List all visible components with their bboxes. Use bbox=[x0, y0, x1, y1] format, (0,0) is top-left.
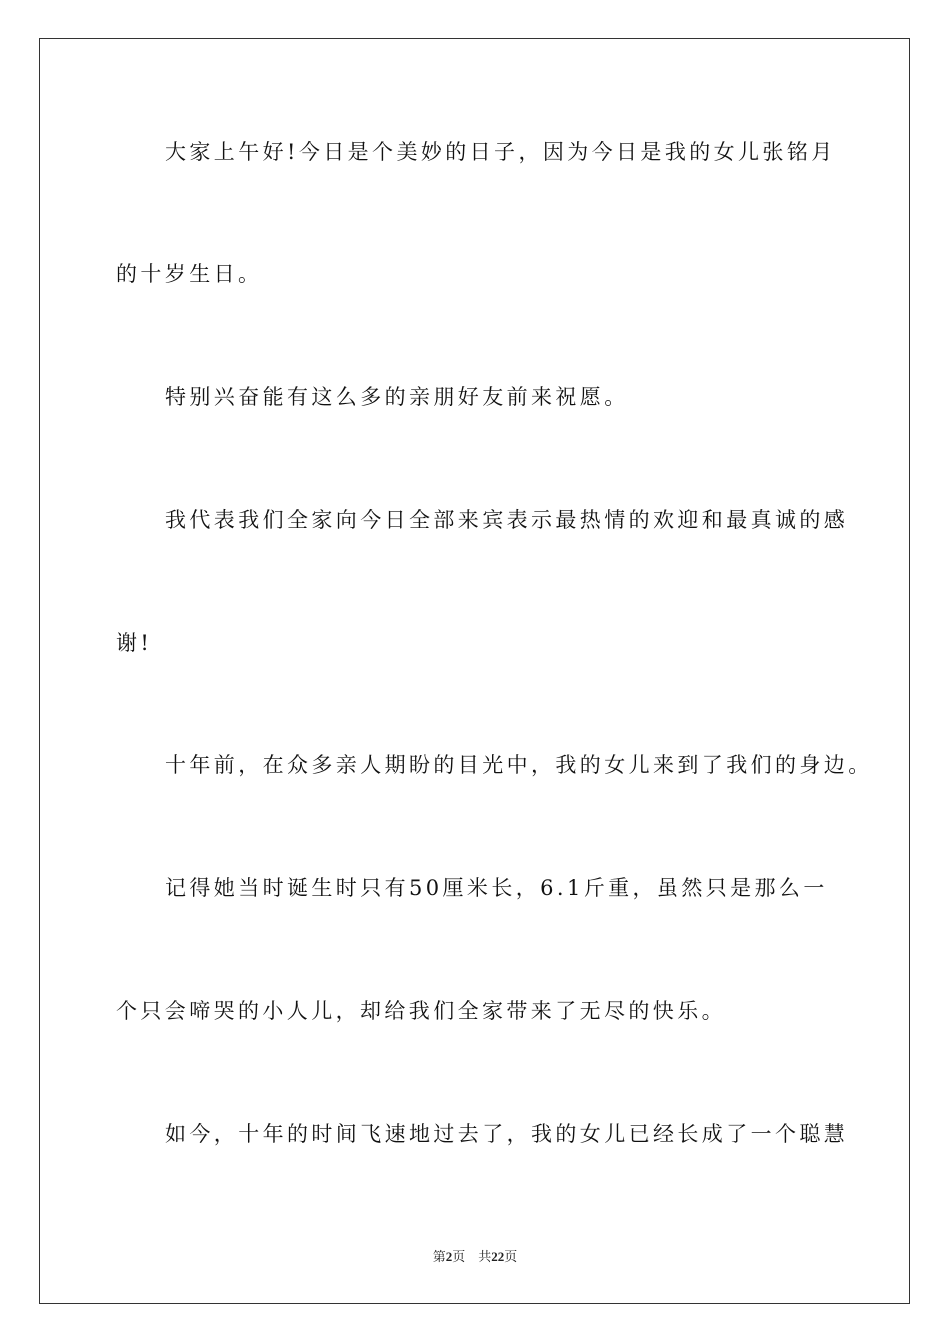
page-border bbox=[39, 38, 910, 1304]
page-footer bbox=[0, 1246, 950, 1265]
total-suffix: 页 bbox=[504, 1249, 518, 1264]
paragraph-line-5: 谢! bbox=[116, 631, 153, 655]
page-prefix: 第 bbox=[432, 1249, 446, 1264]
paragraph-line-9: 如今，十年的时间飞速地过去了，我的女儿已经长成了一个聪慧 bbox=[165, 1122, 849, 1146]
paragraph-line-2: 的十岁生日。 bbox=[116, 262, 263, 286]
total-prefix: 共 bbox=[478, 1249, 492, 1264]
paragraph-line-6: 十年前，在众多亲人期盼的目光中，我的女儿来到了我们的身边。 bbox=[165, 753, 873, 777]
page-suffix: 页 bbox=[452, 1249, 466, 1264]
paragraph-line-1: 大家上午好!今日是个美妙的日子，因为今日是我的女儿张铭月 bbox=[165, 140, 836, 164]
paragraph-line-3: 特别兴奋能有这么多的亲朋好友前来祝愿。 bbox=[165, 385, 629, 409]
paragraph-line-4: 我代表我们全家向今日全部来宾表示最热情的欢迎和最真诚的感 bbox=[165, 508, 849, 532]
total-pages: 22 bbox=[491, 1249, 505, 1264]
paragraph-line-7: 记得她当时诞生时只有50厘米长，6.1斤重，虽然只是那么一 bbox=[165, 876, 828, 900]
paragraph-line-8: 个只会啼哭的小人儿，却给我们全家带来了无尽的快乐。 bbox=[116, 999, 726, 1023]
page-number: 2 bbox=[445, 1249, 453, 1264]
